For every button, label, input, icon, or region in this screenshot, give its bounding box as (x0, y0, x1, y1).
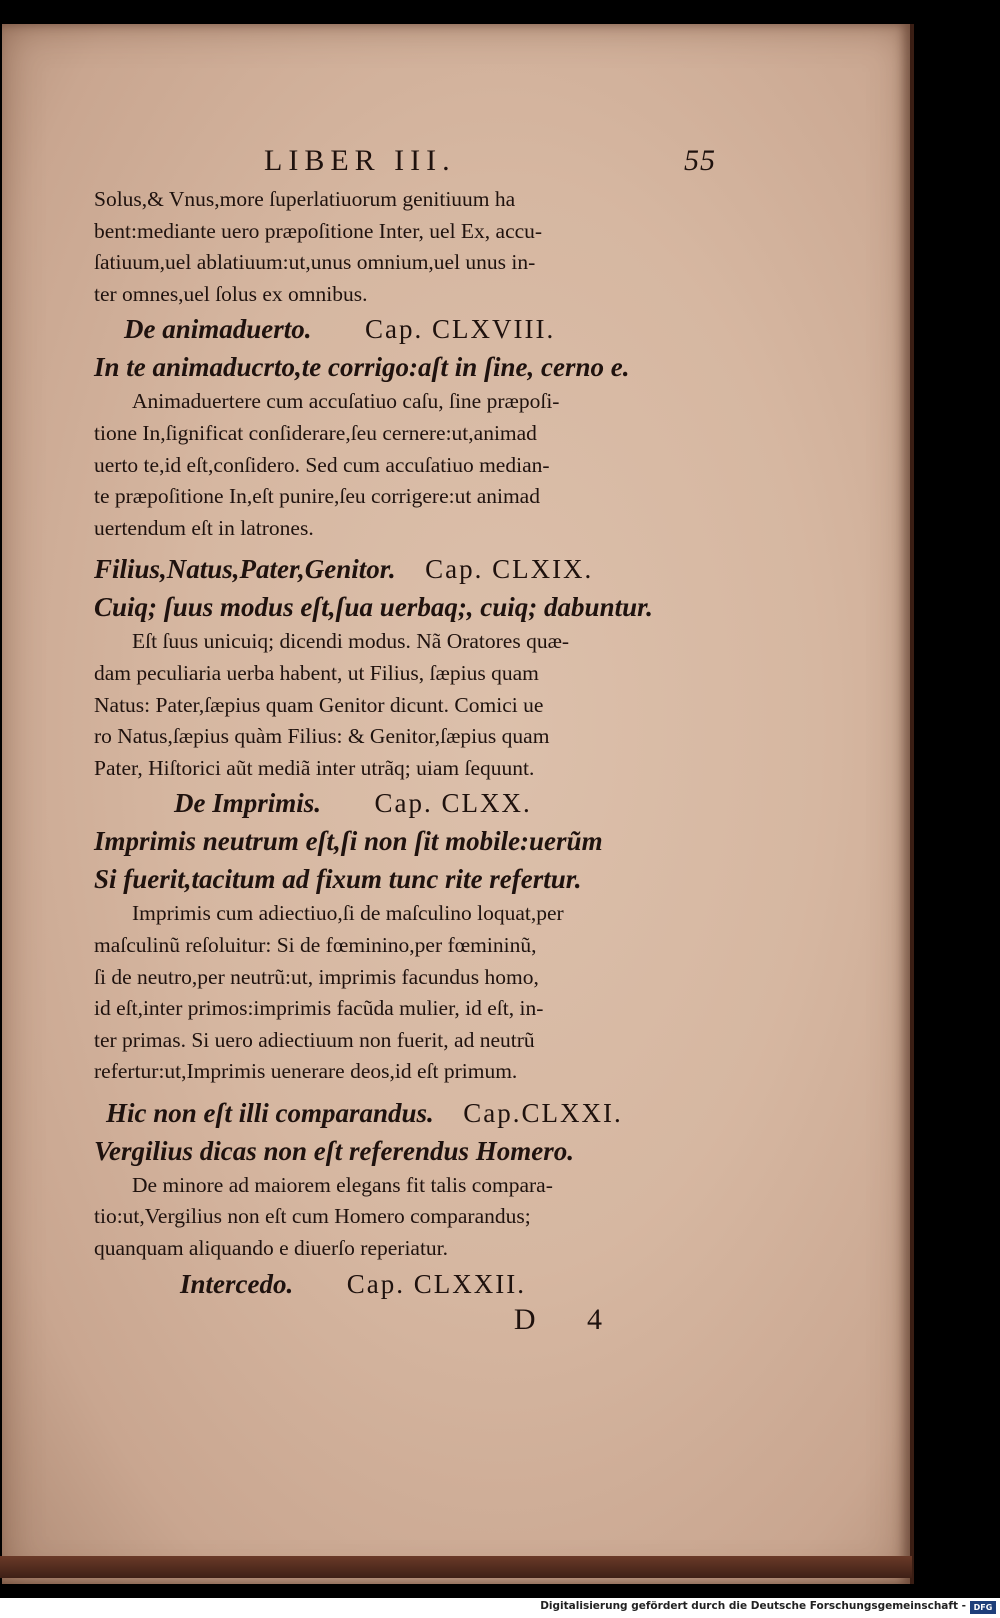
text-line: Imprimis cum adiectiuo,ſi de maſculino loquat,per (132, 901, 564, 926)
text-line: tione In,ſignificat conſiderare,ſeu cernere:ut,animad (94, 420, 537, 445)
dfg-logo: DFG (970, 1601, 996, 1614)
text-line: ter omnes,uel ſolus ex omnibus. (94, 281, 368, 306)
chapter-title: Hic non eſt illi comparandus. (106, 1097, 434, 1128)
chapter-heading (94, 1265, 734, 1303)
text-line: Natus: Pater,ſæpius quam Genitor dicunt. Comici ue (94, 692, 544, 717)
chapter-number: Cap. CLXVIII. (365, 314, 556, 345)
page-number: 55 (684, 144, 716, 177)
verse-line: Cuiq; ſuus modus eſt,ſua uerbaq;, cuiq; dabuntur. (94, 592, 653, 623)
text-line: tio:ut,Vergilius non eſt cum Homero comparandus; (94, 1204, 531, 1229)
paragraph-comparatio (94, 1170, 734, 1265)
chapter-title: De Imprimis. (174, 788, 322, 819)
text-line: quanquam aliquando e diuerſo reperiatur. (94, 1236, 449, 1261)
paragraph-imprimis (94, 898, 734, 1088)
running-head (94, 144, 734, 184)
chapter-number: Cap.CLXXI. (463, 1097, 623, 1128)
text-line: ſi de neutro,per neutrũ:ut, imprimis facundus homo, (94, 964, 539, 989)
text-line: ſatiuum,uel ablatiuum:ut,unus omnium,uel unus in- (94, 250, 536, 275)
chapter-number: Cap. CLXX. (374, 788, 532, 819)
chapter-number: Cap. CLXIX. (425, 554, 594, 585)
text-line: refertur:ut,Imprimis uenerare deos,id eſt primum. (94, 1059, 518, 1084)
chapter-number: Cap. CLXXII. (346, 1268, 526, 1299)
text-block (94, 144, 734, 1343)
text-line: uertendum eſt in latrones. (94, 515, 314, 540)
text-line: id eſt,inter primos:imprimis facũda mulier, id eſt, in- (94, 996, 544, 1021)
text-line: bent:mediante uero præpoſitione Inter, uel Ex, accu- (94, 218, 543, 243)
text-line: ro Natus,ſæpius quàm Filius: & Genitor,ſæpius quam (94, 724, 550, 749)
page-bottom-edge (0, 1556, 912, 1578)
running-head-title: LIBER III. (264, 144, 456, 177)
text-line: dam peculiaria uerba habent, ut Filius, ſæpius quam (94, 660, 539, 685)
chapter-title: Filius,Natus,Pater,Genitor. (94, 554, 396, 585)
text-line: Pater, Hiſtorici aũt mediã inter utrãq; uiam ſequunt. (94, 755, 535, 780)
verse-line: Imprimis neutrum eſt,ſi non ſit mobile:uerũm (94, 826, 603, 857)
text-line: Animaduertere cum accuſatiuo caſu, ſine præpoſi- (132, 389, 560, 414)
text-line: De minore ad maiorem elegans fit talis compara- (132, 1172, 553, 1197)
verse-line: Vergilius dicas non eſt referendus Homero. (94, 1135, 575, 1166)
chapter-heading (94, 1094, 734, 1132)
text-line: ter primas. Si uero adiectiuum non fuerit, ad neutrũ (94, 1027, 535, 1052)
funding-notice: Digitalisierung gefördert durch die Deutsche Forschungsgemeinschaft - (540, 1600, 966, 1612)
text-line: uerto te,id eſt,conſidero. Sed cum accuſatiuo median- (94, 452, 550, 477)
chapter-title: De animaduerto. (124, 314, 312, 345)
footer-bar (0, 1598, 1000, 1618)
verse-line: Si fuerit,tacitum ad fixum tunc rite refertur. (94, 864, 582, 895)
paragraph-animaduertere (94, 386, 734, 544)
chapter-heading (94, 784, 734, 822)
verse-line: In te animaducrto,te corrigo:aſt in ſine, cerno e. (94, 352, 630, 383)
chapter-heading (94, 310, 734, 348)
chapter-heading (94, 550, 734, 588)
signature-mark: D 4 (513, 1302, 624, 1336)
paragraph-filius (94, 626, 734, 784)
text-line: te præpoſitione In,eſt punire,ſeu corrigere:ut animad (94, 484, 540, 509)
book-page (2, 24, 914, 1584)
paragraph-solus (94, 184, 734, 310)
text-line: maſculinũ reſoluitur: Si de fœminino,per fœmininũ, (94, 932, 537, 957)
chapter-title: Intercedo. (180, 1268, 294, 1299)
text-line: Eſt ſuus unicuiq; dicendi modus. Nã Oratores quæ- (132, 629, 570, 654)
text-line: Solus,& Vnus,more ſuperlatiuorum genitiuum ha (94, 187, 516, 211)
